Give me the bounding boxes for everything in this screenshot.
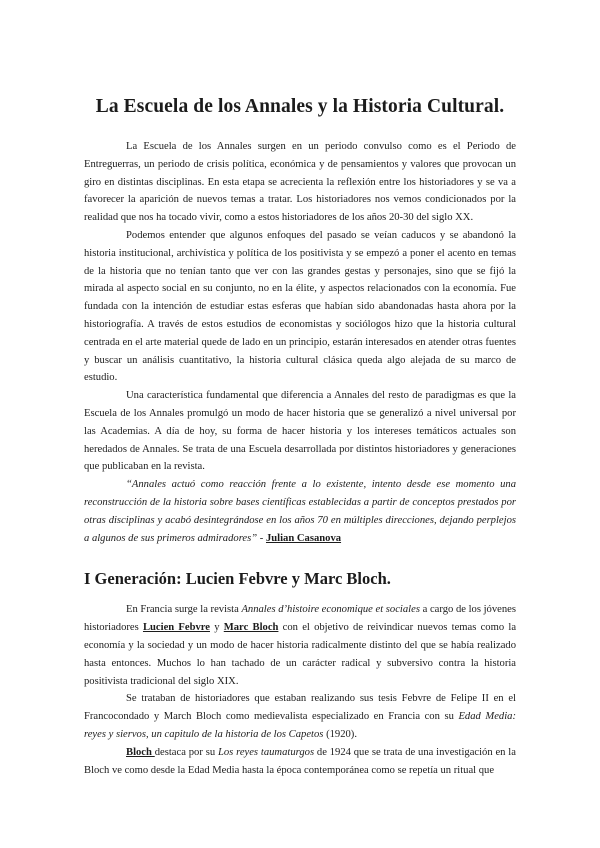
p4-text-a: En Francia surge la revista bbox=[126, 604, 242, 616]
paragraph-1: La Escuela de los Annales surgen en un periodo convulso como es el Periodo de Entreguerras, un periodo de crisis política, económica y de pensamientos y valores que provocan un giro en distintas disciplinas. En esta etapa se acrecienta la reflexión entre los historiadores y se va a favorecer la aparición de nuevos temas a tratar. Los historiadores nos vemos condicionados por la realidad que nos ha tocado vivir, como a estos historiadores de los años 20-30 del siglo XX. bbox=[84, 141, 516, 224]
p6-text-b: de 1924 que se trata de una investigación en la Bloch ve como desde la Edad Media hasta la época contemporánea como se repetía un ritual que bbox=[84, 746, 516, 776]
section-title-generation-1: I Generación: Lucien Febvre y Marc Bloch. bbox=[84, 569, 391, 589]
paragraph-3: Una característica fundamental que diferencia a Annales del resto de paradigmas es que la Escuela de los Annales promulgó un modo de hacer historia que se generalizó a nivel universal por las Academias. A día de hoy, su forma de hacer historia y los intereses temáticos actuales son heredados de Annales. Se trata de una Escuela desarrollada por distintos historiadores y generaciones que publicaban en la revista. bbox=[84, 390, 516, 473]
p4-text-b: a cargo de los jóvenes historiadores bbox=[84, 604, 516, 634]
p4-text-c: y bbox=[209, 622, 224, 634]
bloch-work-title: Edad Media: reyes y siervos, un capitulo de la historia de los Capetos bbox=[84, 711, 516, 740]
paragraph-5 bbox=[84, 690, 516, 743]
reyes-taumaturgos-title: Los reyes taumaturgos bbox=[217, 746, 315, 758]
document-title: La Escuela de los Annales y la Historia Cultural. bbox=[95, 96, 505, 117]
quote-paragraph bbox=[84, 476, 516, 547]
quote-author-link[interactable]: Julian Casanova bbox=[265, 532, 342, 544]
p4-text-d: con el objetivo de reivindicar nuevos temas como la economía y la sociedad y un modo de hacer historia radicalmente distinto del que se había realizado hasta entonces. Muchos lo han tachado de un carácter radical y subversivo contra la historia positivista tradicional del siglo XIX. bbox=[84, 622, 517, 687]
p5-text-a: Se trataban de historiadores que estaban realizando sus tesis Febvre de Felipe II en el Francocondado y March Bloch como medievalista especializado en Francia con su bbox=[84, 693, 516, 723]
paragraph-4 bbox=[84, 601, 516, 690]
marc-bloch-link[interactable]: Marc Bloch bbox=[223, 622, 279, 634]
quote-dash: - bbox=[257, 532, 266, 544]
lucien-febvre-link[interactable]: Lucien Febvre bbox=[142, 622, 210, 634]
paragraph-6 bbox=[84, 744, 516, 780]
paragraph-2: Podemos entender que algunos enfoques del pasado se veían caducos y se abandonó la historia institucional, archivística y política de los positivista y se empezó a poner el acento en temas de la historia que no tenían tanto que ver con las grandes gestas y personajes, sino que se fijó la mirada al aspecto social en su conjunto, no en la élite, y aspectos relacionados con la economía. Fue fundada con la intención de estudiar estas esferas que habían sido abandonadas hasta ahora por la historiografía. A través de estos estudios de economistas y sociólogos hizo que la historia cultural centrada en el arte material quede de lado en un principio, estarán interesados en atender otras fuentes y buscar un análisis cuantitativo, la historia cultural clásica queda algo alejada de su marco de estudio. bbox=[84, 229, 516, 384]
p5-text-b: (1920). bbox=[323, 728, 357, 740]
bloch-link[interactable]: Bloch bbox=[126, 746, 155, 758]
p6-text-a: destaca por su bbox=[154, 746, 218, 758]
journal-title: Annales d’histoire economique et sociales bbox=[241, 604, 420, 616]
quote-text: “Annales actuó como reacción frente a lo existente, intento desde ese momento una reconstrucción de la historia sobre bases científicas establecidas a partir de conceptos prestados por otras disciplinas y acabó desintegrándose en los años 70 en múltiples direcciones, dejando perplejos a algunos de sus primeros admiradores” bbox=[84, 479, 516, 544]
